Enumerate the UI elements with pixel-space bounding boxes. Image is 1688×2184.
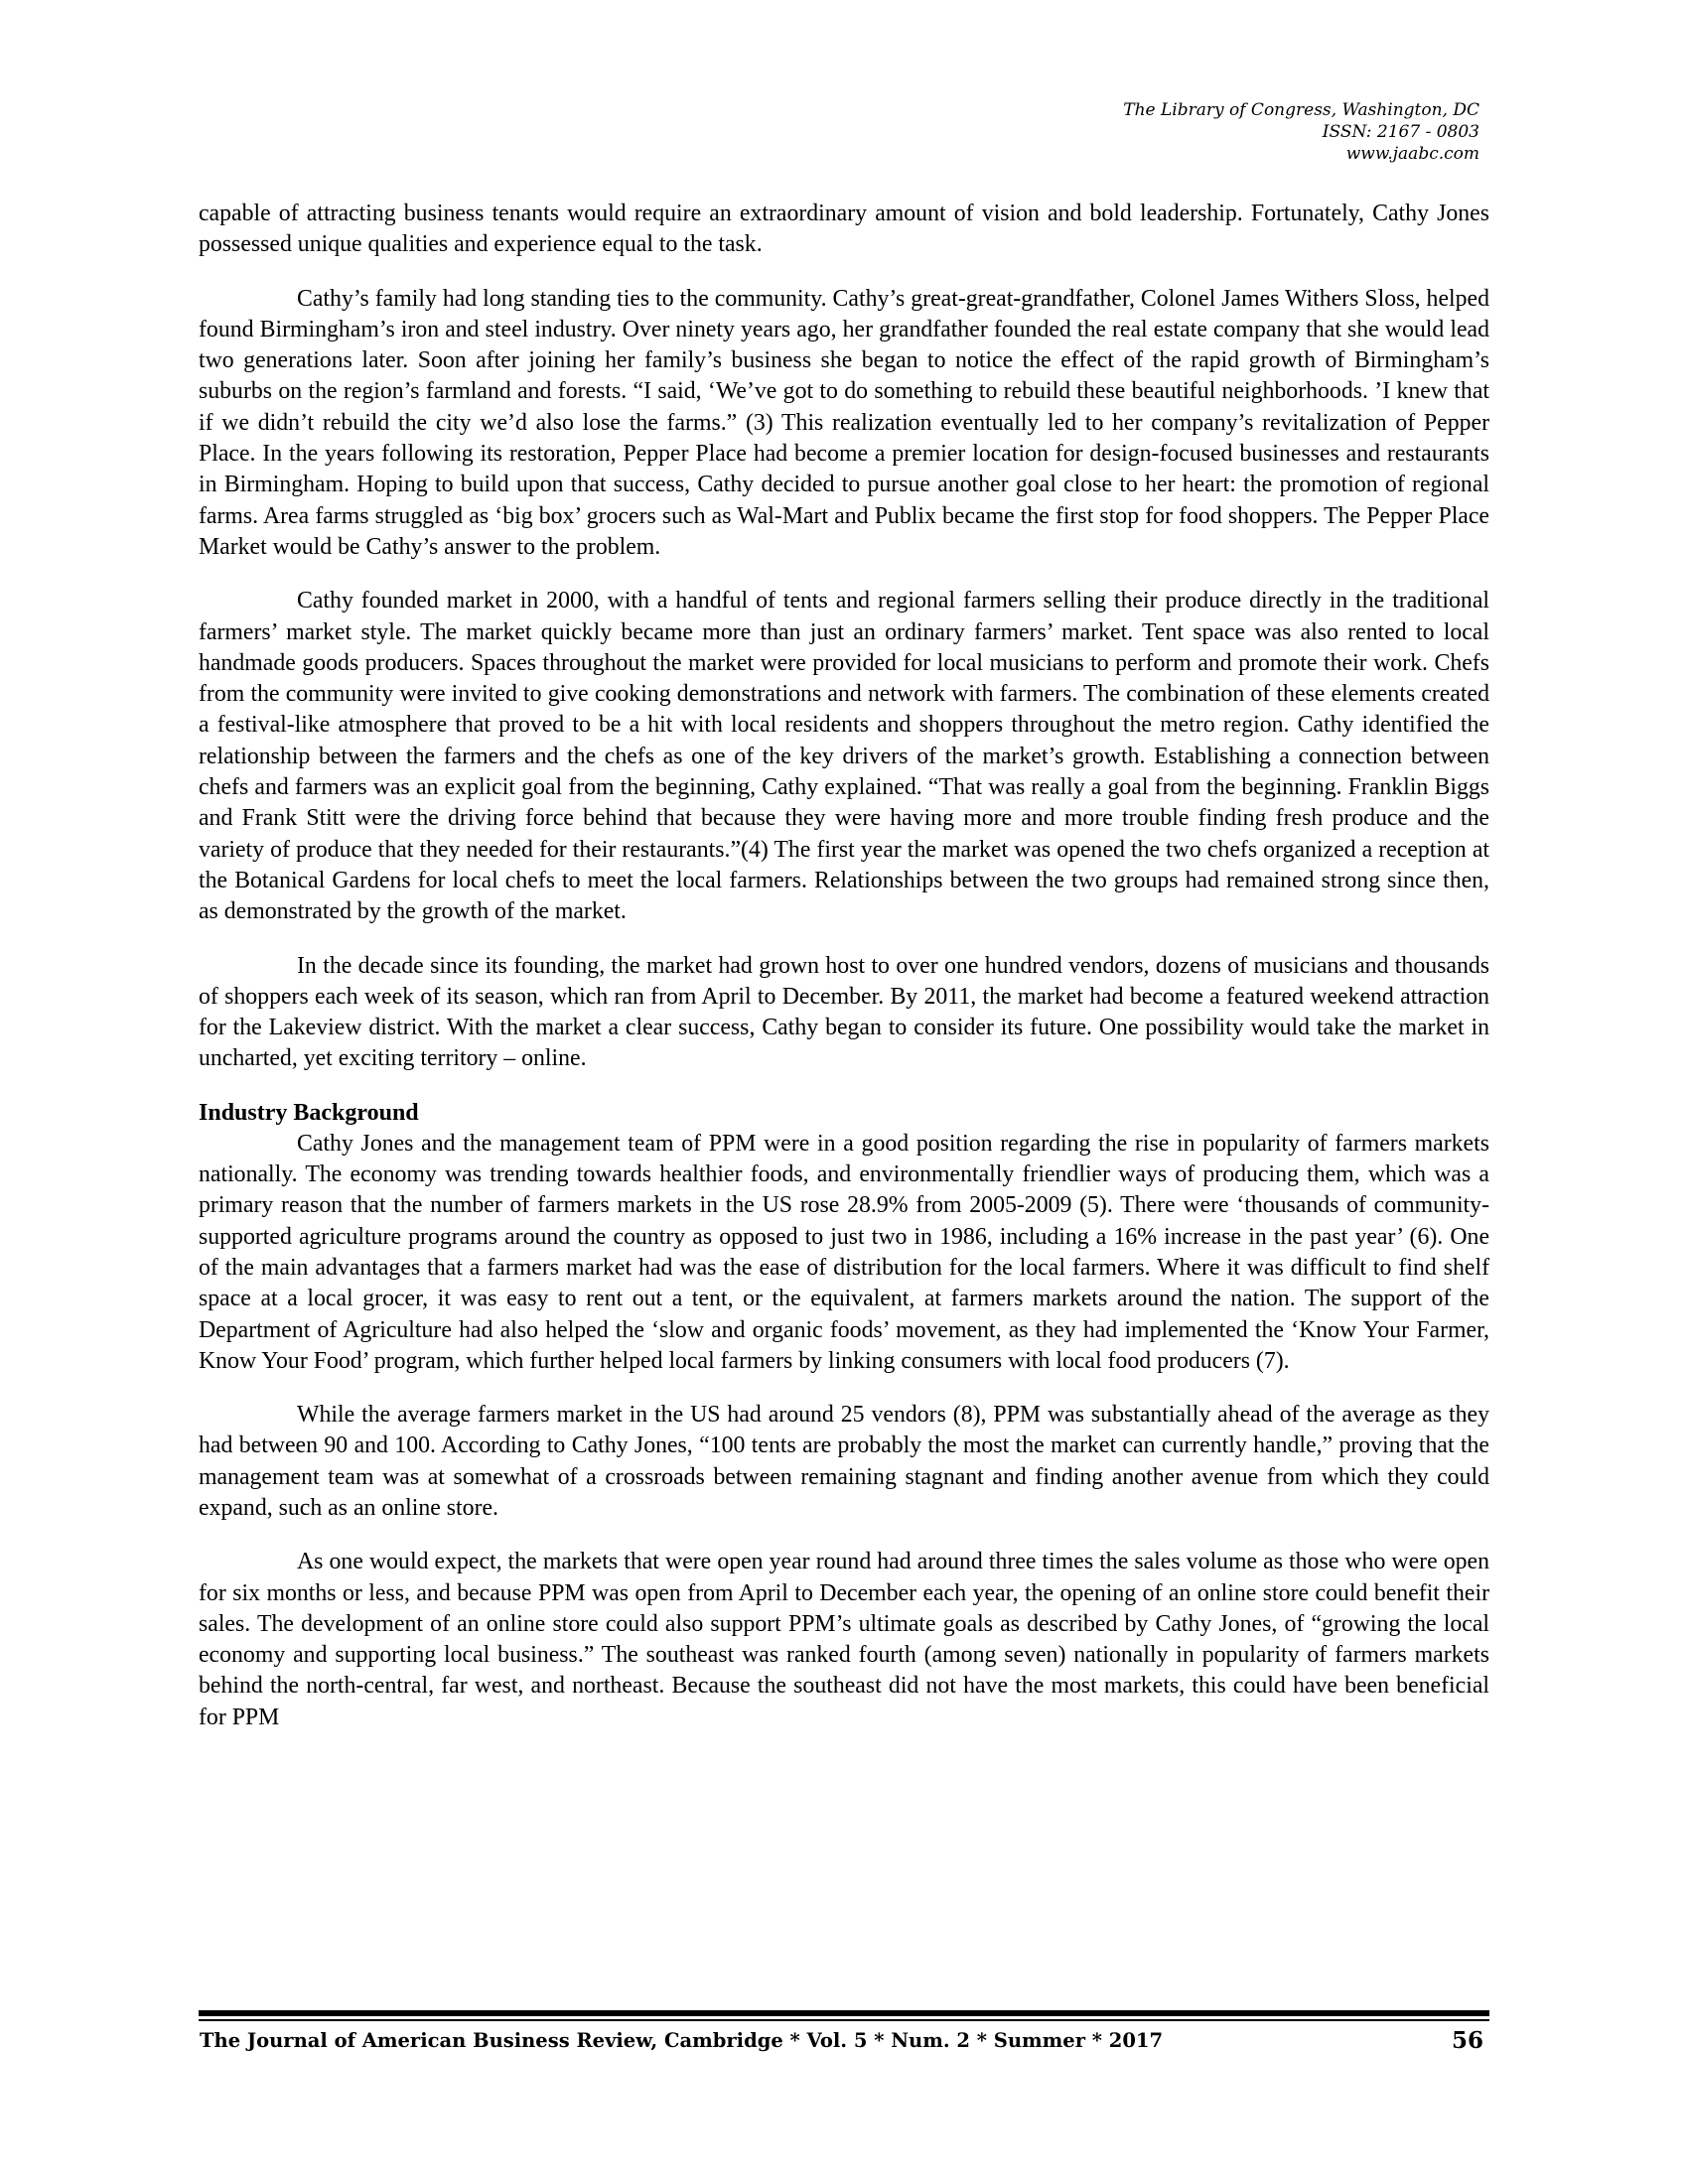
header-library-line: The Library of Congress, Washington, DC xyxy=(1123,100,1479,120)
paragraph: As one would expect, the markets that were open year round had around three times the sales volume as those who were open for six months or less, and because PPM was open from April to December each year, the opening of an online store could benefit their sales. The development of an online store could also support PPM’s ultimate goals as described by Cathy Jones, of “growing the local economy and supporting local business.” The southeast was ranked fourth (among seven) nationally in popularity of farmers markets behind the north-central, far west, and northeast. Because the southeast did not have the most markets, this could have been beneficial for PPM xyxy=(199,1549,1489,1730)
paragraph: capable of attracting business tenants would require an extraordinary amount of vision and bold leadership. Fortunately, Cathy Jones possessed unique qualities and experience equal to the task. xyxy=(199,201,1489,258)
paragraph: Cathy’s family had long standing ties to the community. Cathy’s great-great-grandfather, Colonel James Withers Sloss, helped found Birmingham’s iron and steel industry. Over ninety years ago, her grandfather founded the real estate company that she would lead two generations later. Soon after joining her family’s business she began to notice the effect of the rapid growth of Birmingham’s suburbs on the region’s farmland and forests. “I said, ‘We’ve got to do something to rebuild these beautiful neighborhoods. ’I knew that if we didn’t rebuild the city we’d also lose the farms.” (3) This realization eventually led to her company’s revitalization of Pepper Place. In the years following its restoration, Pepper Place had become a premier location for design-focused businesses and restaurants in Birmingham. Hoping to build upon that success, Cathy decided to pursue another goal close to her heart: the promotion of regional farms. Area farms struggled as ‘big box’ grocers such as Wal-Mart and Publix became the first stop for food shoppers. The Pepper Place Market would be Cathy’s answer to the problem. xyxy=(199,285,1489,560)
paragraph: In the decade since its founding, the market had grown host to over one hundred vendors, dozens of musicians and thousands of shoppers each week of its season, which ran from April to December. By 2011, the market had become a featured weekend attraction for the Lakeview district. With the market a clear success, Cathy began to consider its future. One possibility would take the market in uncharted, yet exciting territory – online. xyxy=(199,952,1489,1072)
header-issn-line: ISSN: 2167 - 0803 xyxy=(1322,122,1479,142)
footer-journal-citation: The Journal of American Business Review, Cambridge * Vol. 5 * Num. 2 * Summer * 2017 xyxy=(200,2029,1164,2052)
footer-divider xyxy=(199,2010,1489,2016)
paragraph: While the average farmers market in the US had around 25 vendors (8), PPM was substantially ahead of the average as they had between 90 and 100. According to Cathy Jones, “100 tents are probably the most the market can currently handle,” proving that the management team was at somewhat of a crossroads between remaining stagnant and finding another avenue from which they could expand, such as an online store. xyxy=(199,1402,1489,1521)
paragraph: Cathy Jones and the management team of PPM were in a good position regarding the rise in popularity of farmers markets nationally. The economy was trending towards healthier foods, and environmentally friendlier ways of producing them, which was a primary reason that the number of farmers markets in the US rose 28.9% from 2005-2009 (5). There were ‘thousands of community-supported agriculture programs around the country as opposed to just two in 1986, including a 16% increase in the past year’ (6). One of the main advantages that a farmers market had was the ease of distribution for the local farmers. Where it was difficult to find shelf space at a local grocer, it was easy to rent out a tent, or the equivalent, at farmers markets around the nation. The support of the Department of Agriculture had also helped the ‘slow and organic foods’ movement, as they had implemented the ‘Know Your Farmer, Know Your Food’ program, which further helped local farmers by linking consumers with local food producers (7). xyxy=(199,1130,1489,1374)
header-website-line: www.jaabc.com xyxy=(1345,144,1479,164)
page-header xyxy=(1123,99,1479,165)
footer-divider-thin xyxy=(199,2019,1489,2021)
article-body xyxy=(199,199,1489,1756)
paragraph: Cathy founded market in 2000, with a handful of tents and regional farmers selling their produce directly in the traditional farmers’ market style. The market quickly became more than just an ordinary farmers’ market. Tent space was also rented to local handmade goods producers. Spaces throughout the market were provided for local musicians to perform and promote their work. Chefs from the community were invited to give cooking demonstrations and network with farmers. The combination of these elements created a festival-like atmosphere that proved to be a hit with local residents and shoppers throughout the metro region. Cathy identified the relationship between the farmers and the chefs as one of the key drivers of the market’s growth. Establishing a connection between chefs and farmers was an explicit goal from the beginning, Cathy explained. “That was really a goal from the beginning. Franklin Biggs and Frank Stitt were the driving force behind that because they were having more and more trouble finding fresh produce and the variety of produce that they needed for their restaurants.”(4) The first year the market was opened the two chefs organized a reception at the Botanical Gardens for local chefs to meet the local farmers. Relationships between the two groups had remained strong since then, as demonstrated by the growth of the market. xyxy=(199,588,1489,925)
page-number: 56 xyxy=(1451,2027,1483,2054)
section-heading: Industry Background xyxy=(199,1099,419,1126)
